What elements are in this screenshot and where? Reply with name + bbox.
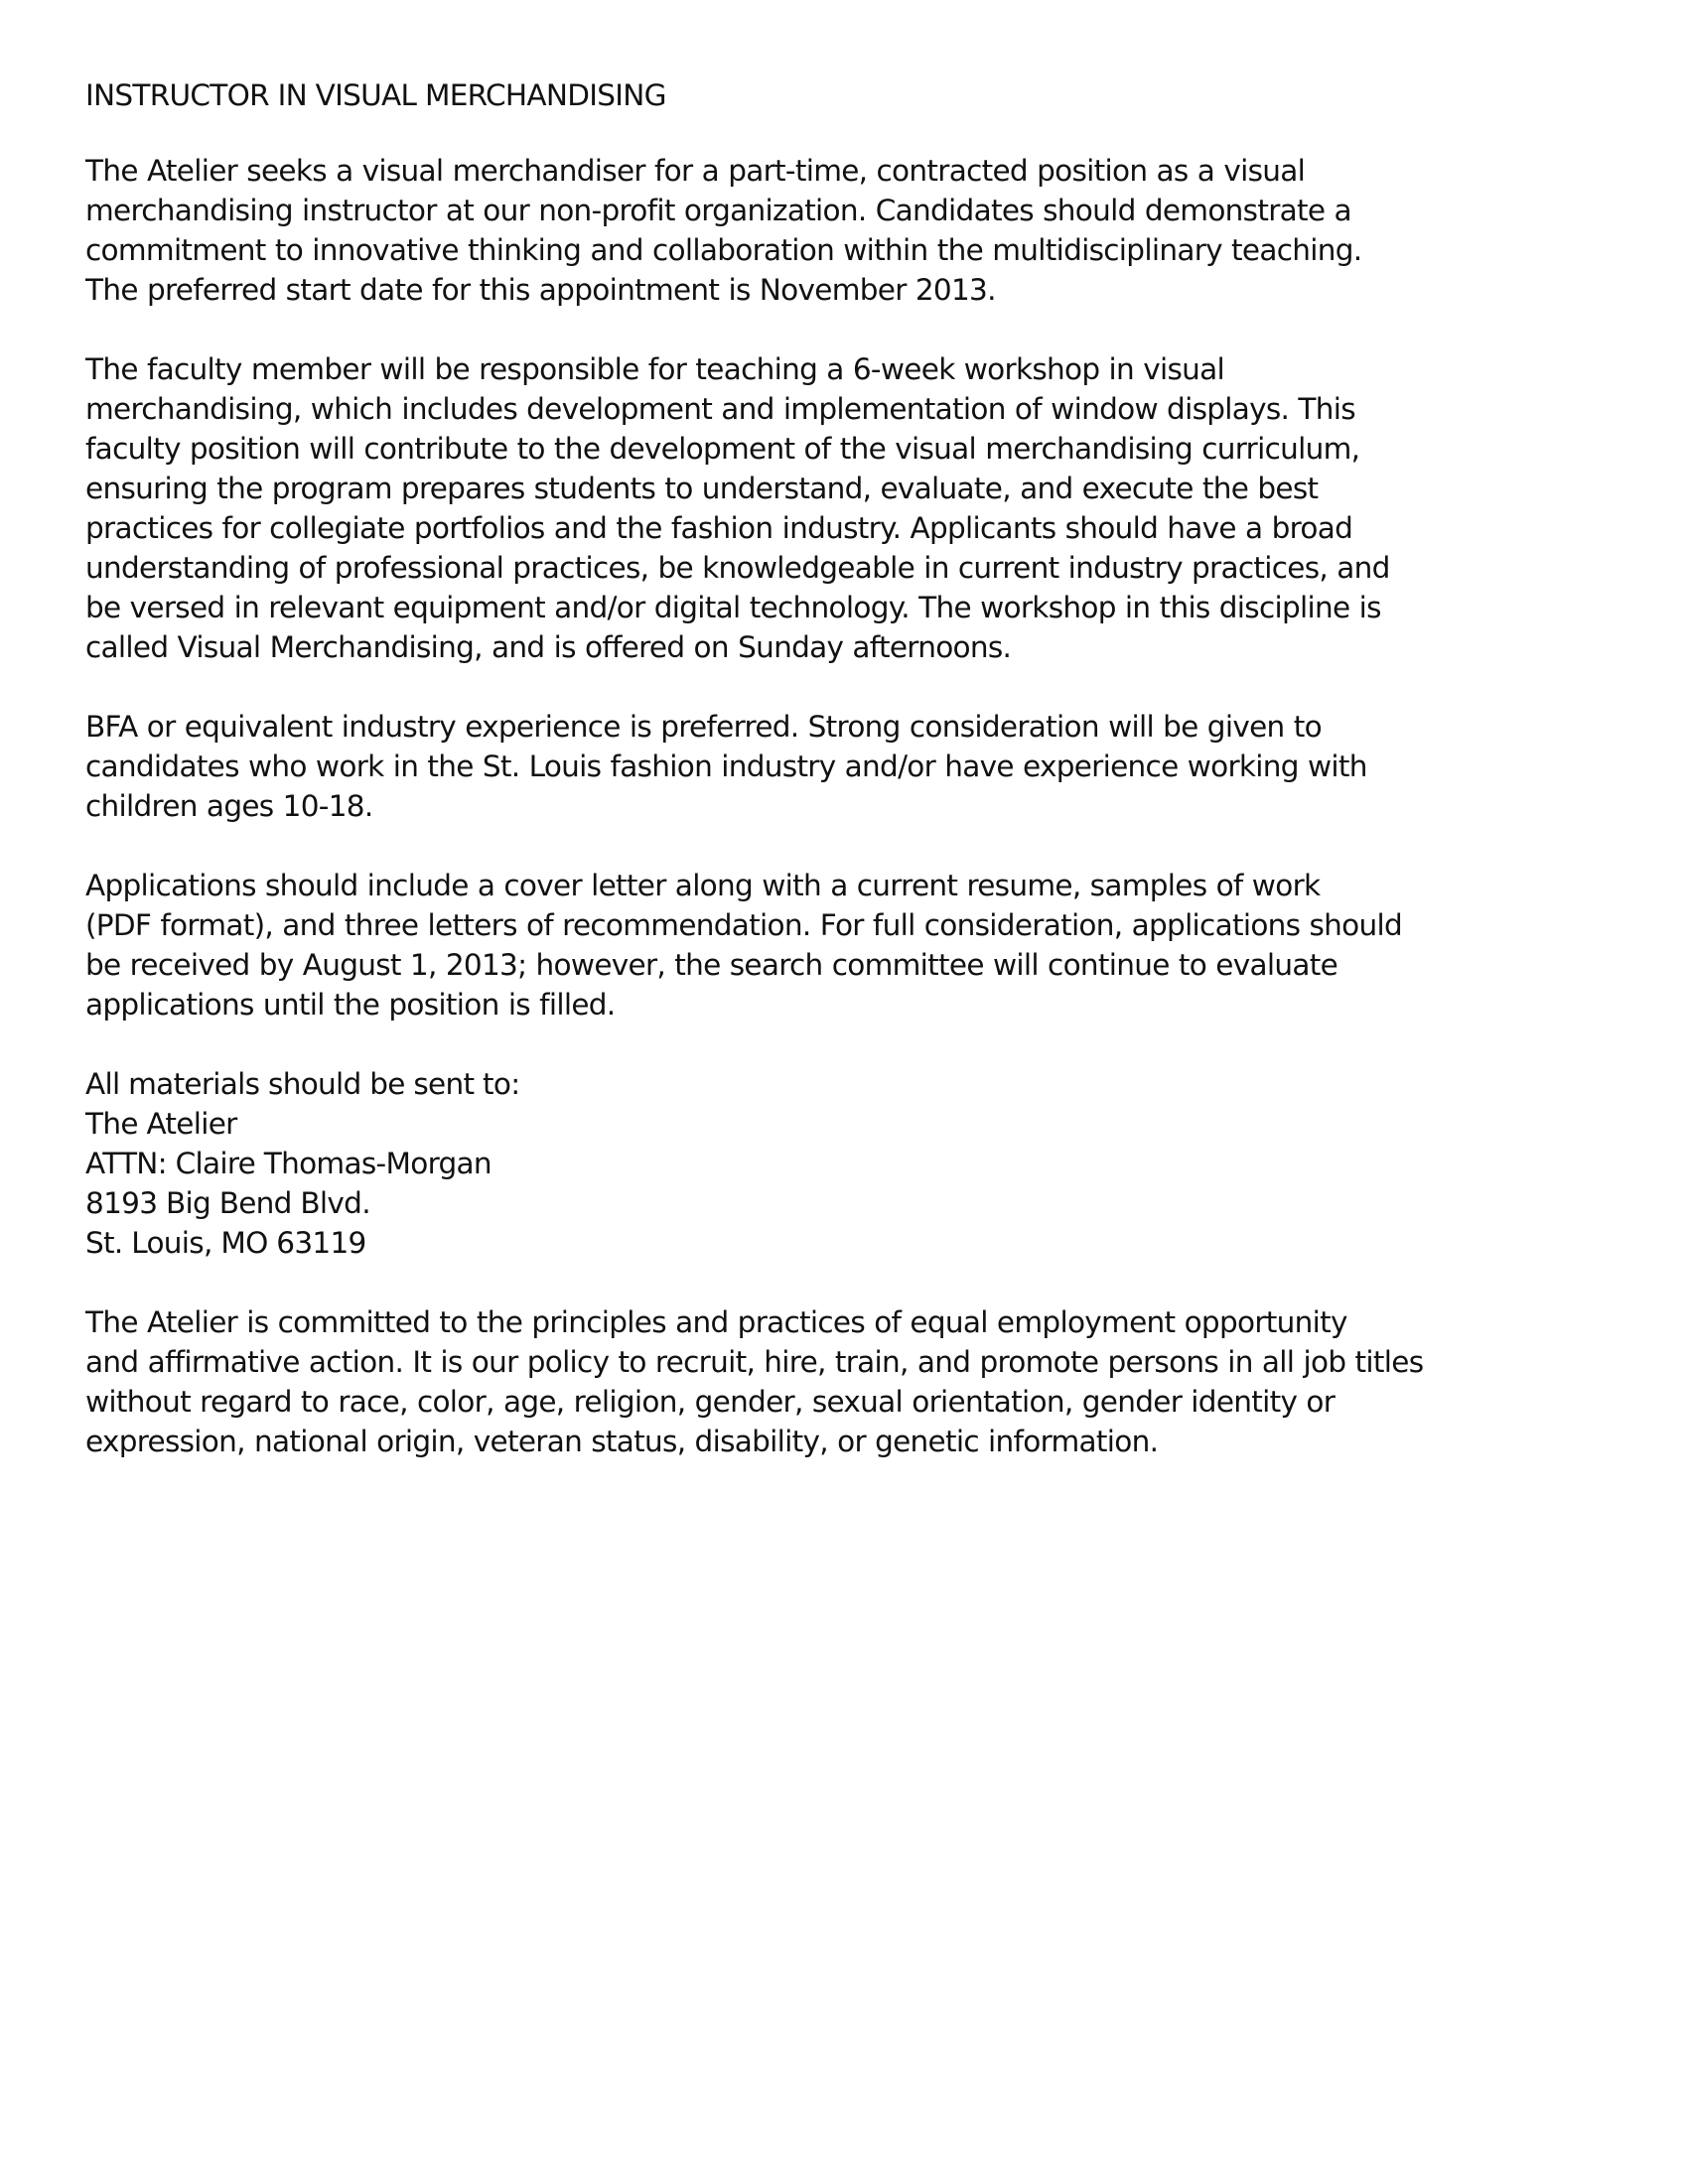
paragraph-qualifications xyxy=(85,707,1615,826)
document-title: INSTRUCTOR IN VISUAL MERCHANDISING xyxy=(85,78,666,112)
text-line: ensuring the program prepares students to understand, evaluate, and execute the best xyxy=(85,472,1319,505)
text-line: commitment to innovative thinking and collaboration within the multidisciplinary teaching. xyxy=(85,233,1362,267)
address-street: 8193 Big Bend Blvd. xyxy=(85,1186,370,1220)
mailing-address xyxy=(85,1064,1615,1263)
paragraph-responsibilities xyxy=(85,349,1615,667)
paragraph-position-overview xyxy=(85,151,1615,310)
text-line: be received by August 1, 2013; however, the search committee will continue to evaluate xyxy=(85,948,1338,982)
text-line: applications until the position is filled. xyxy=(85,988,616,1022)
text-line: (PDF format), and three letters of recommendation. For full consideration, applications should xyxy=(85,908,1403,942)
text-line: The Atelier is committed to the principles and practices of equal employment opportunity xyxy=(85,1305,1347,1339)
text-line: BFA or equivalent industry experience is preferred. Strong consideration will be given to xyxy=(85,710,1322,744)
text-line: understanding of professional practices, be knowledgeable in current industry practices, and xyxy=(85,551,1390,585)
text-line: be versed in relevant equipment and/or digital technology. The workshop in this discipline is xyxy=(85,591,1381,624)
text-line: and affirmative action. It is our policy to recruit, hire, train, and promote persons in all job titles xyxy=(85,1345,1424,1379)
text-line: expression, national origin, veteran status, disability, or genetic information. xyxy=(85,1425,1159,1458)
paragraph-application-instructions xyxy=(85,866,1615,1024)
text-line: Applications should include a cover letter along with a current resume, samples of work xyxy=(85,869,1321,902)
address-city: St. Louis, MO 63119 xyxy=(85,1226,366,1260)
address-organization: The Atelier xyxy=(85,1107,237,1141)
text-line: practices for collegiate portfolios and the fashion industry. Applicants should have a broad xyxy=(85,511,1353,545)
address-intro: All materials should be sent to: xyxy=(85,1067,520,1101)
text-line: merchandising, which includes development and implementation of window displays. This xyxy=(85,392,1355,426)
paragraph-equal-opportunity xyxy=(85,1302,1615,1461)
text-line: called Visual Merchandising, and is offered on Sunday afternoons. xyxy=(85,630,1012,664)
address-attention: ATTN: Claire Thomas-Morgan xyxy=(85,1147,492,1180)
text-line: The preferred start date for this appointment is November 2013. xyxy=(85,273,996,307)
text-line: children ages 10-18. xyxy=(85,789,373,823)
document-page xyxy=(85,75,1615,1501)
text-line: without regard to race, color, age, religion, gender, sexual orientation, gender identity or xyxy=(85,1385,1336,1419)
text-line: The Atelier seeks a visual merchandiser for a part-time, contracted position as a visual xyxy=(85,154,1306,188)
text-line: merchandising instructor at our non-profit organization. Candidates should demonstrate a xyxy=(85,194,1351,227)
text-line: The faculty member will be responsible for teaching a 6-week workshop in visual xyxy=(85,352,1225,386)
text-line: candidates who work in the St. Louis fashion industry and/or have experience working with xyxy=(85,750,1367,783)
text-line: faculty position will contribute to the development of the visual merchandising curriculum, xyxy=(85,432,1360,466)
